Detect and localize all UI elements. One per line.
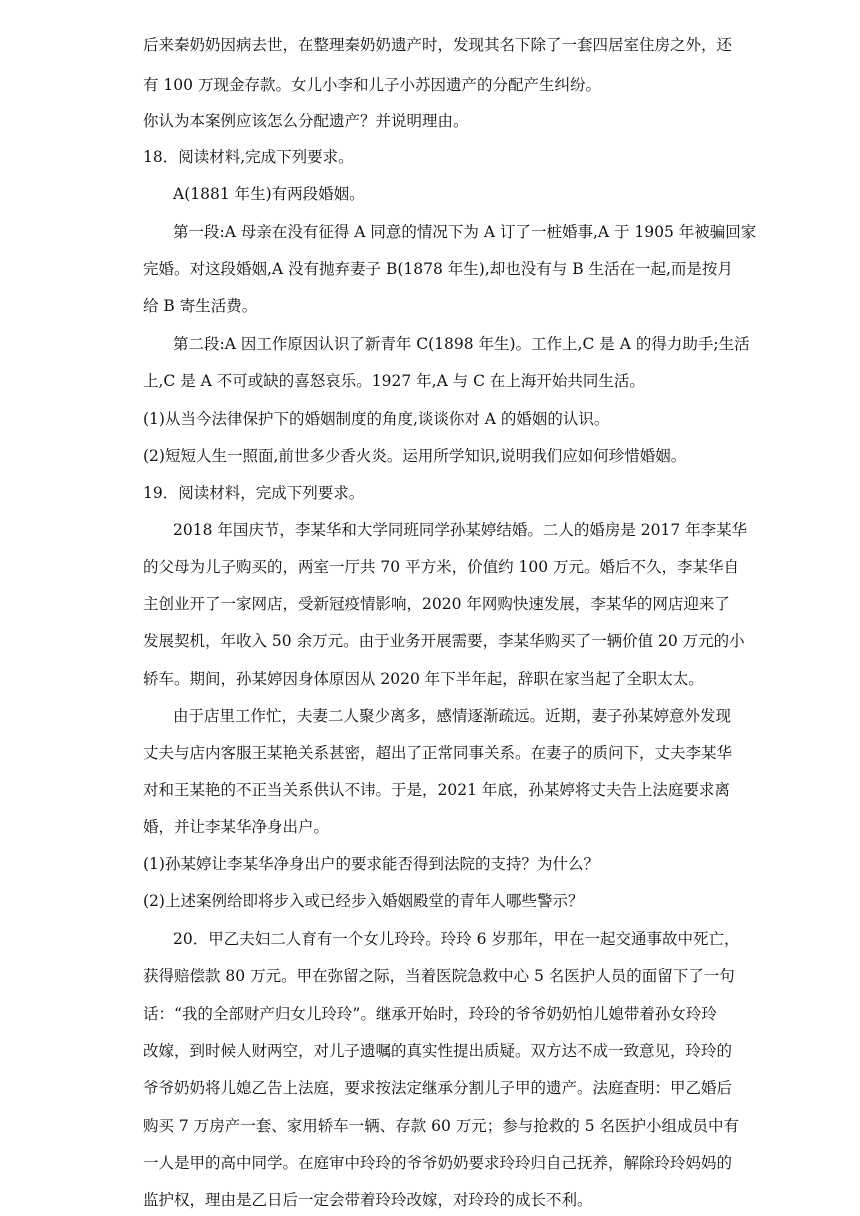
text-line: 购买 7 万房产一套、家用轿车一辆、存款 60 万元；参与抢救的 5 名医护小组成员中有	[143, 1117, 740, 1135]
question-heading: 19．阅读材料，完成下列要求。	[143, 484, 365, 502]
sub-question: (2)短短人生一照面,前世多少香火炎。运用所学知识,说明我们应如何珍惜婚姻。	[143, 447, 687, 465]
text-line: 有 100 万现金存款。女儿小李和儿子小苏因遗产的分配产生纠纷。	[143, 76, 601, 94]
text-line: 给 B 寄生活费。	[143, 297, 258, 315]
text-line: 获得赔偿款 80 万元。甲在弥留之际，当着医院急救中心 5 名医护人员的面留下了一句	[143, 967, 735, 985]
text-line: 发展契机，年收入 50 余万元。由于业务开展需要，李某华购买了一辆价值 20 万元的小	[143, 632, 745, 650]
text-line: 的父母为儿子购买的，两室一厅共 70 平方米，价值约 100 万元。婚后不久，李某华自	[143, 558, 740, 576]
sub-question: (1)孙某婷让李某华净身出户的要求能否得到法院的支持？为什么？	[143, 855, 599, 873]
text-line: 你认为本案例应该怎么分配遗产？并说明理由。	[143, 112, 469, 130]
text-line: 第二段:A 因工作原因认识了新青年 C(1898 年生)。工作上,C 是 A 的得力助手;生活	[173, 335, 750, 353]
text-line: 上,C 是 A 不可或缺的喜怒哀乐。1927 年,A 与 C 在上海开始共同生活。	[143, 372, 645, 390]
text-line: 丈夫与店内客服王某艳关系甚密，超出了正常同事关系。在妻子的质问下，丈夫李某华	[143, 744, 733, 762]
text-line: 话：“我的全部财产归女儿玲玲”。继承开始时，玲玲的爷爷奶奶怕儿媳带着孙女玲玲	[143, 1005, 717, 1023]
sub-question: (2)上述案例给即将步入或已经步入婚姻殿堂的青年人哪些警示？	[143, 892, 584, 910]
text-line: 监护权，理由是乙日后一定会带着玲玲改嫁，对玲玲的成长不利。	[143, 1191, 593, 1209]
text-line: 一人是甲的高中同学。在庭审中玲玲的爷爷奶奶要求玲玲归自己抚养，解除玲玲妈妈的	[143, 1154, 733, 1172]
text-line: 轿车。期间，孙某婷因身体原因从 2020 年下半年起，辞职在家当起了全职太太。	[143, 670, 704, 688]
text-line: 完婚。对这段婚姻,A 没有抛弃妻子 B(1878 年生),却也没有与 B 生活在一起,而是按月	[143, 260, 733, 278]
sub-question: (1)从当今法律保护下的婚姻制度的角度,谈谈你对 A 的婚姻的认识。	[143, 410, 610, 428]
text-line: 第一段:A 母亲在没有征得 A 同意的情况下为 A 订了一桩婚事,A 于 1905 年被骗回家	[173, 223, 757, 241]
text-line: 爷爷奶奶将儿媳乙告上法庭，要求按法定继承分割儿子甲的遗产。法庭查明：甲乙婚后	[143, 1079, 733, 1097]
text-line: 改嫁，到时候人财两空，对儿子遗嘱的真实性提出质疑。双方达不成一致意见，玲玲的	[143, 1042, 733, 1060]
text-line: 主创业开了一家网店，受新冠疫情影响，2020 年网购快速发展，李某华的网店迎来了	[143, 595, 730, 613]
text-line: 2018 年国庆节，李某华和大学同班同学孙某婷结婚。二人的婚房是 2017 年李某华	[173, 521, 748, 539]
text-line: 后来秦奶奶因病去世，在整理秦奶奶遗产时，发现其名下除了一套四居室住房之外，还	[143, 36, 733, 54]
question-heading: 18．阅读材料,完成下列要求。	[143, 148, 354, 166]
text-line: 对和王某艳的不正当关系供认不讳。于是，2021 年底，孙某婷将丈夫告上法庭要求离	[143, 781, 730, 799]
text-line: 婚，并让李某华净身出户。	[143, 818, 330, 836]
text-line: 由于店里工作忙，夫妻二人聚少离多，感情逐渐疏远。近期，妻子孙某婷意外发现	[173, 707, 732, 725]
text-line: A(1881 年生)有两段婚姻。	[173, 185, 365, 203]
question-heading: 20．甲乙夫妇二人育有一个女儿玲玲。玲玲 6 岁那年，甲在一起交通事故中死亡，	[173, 930, 740, 948]
